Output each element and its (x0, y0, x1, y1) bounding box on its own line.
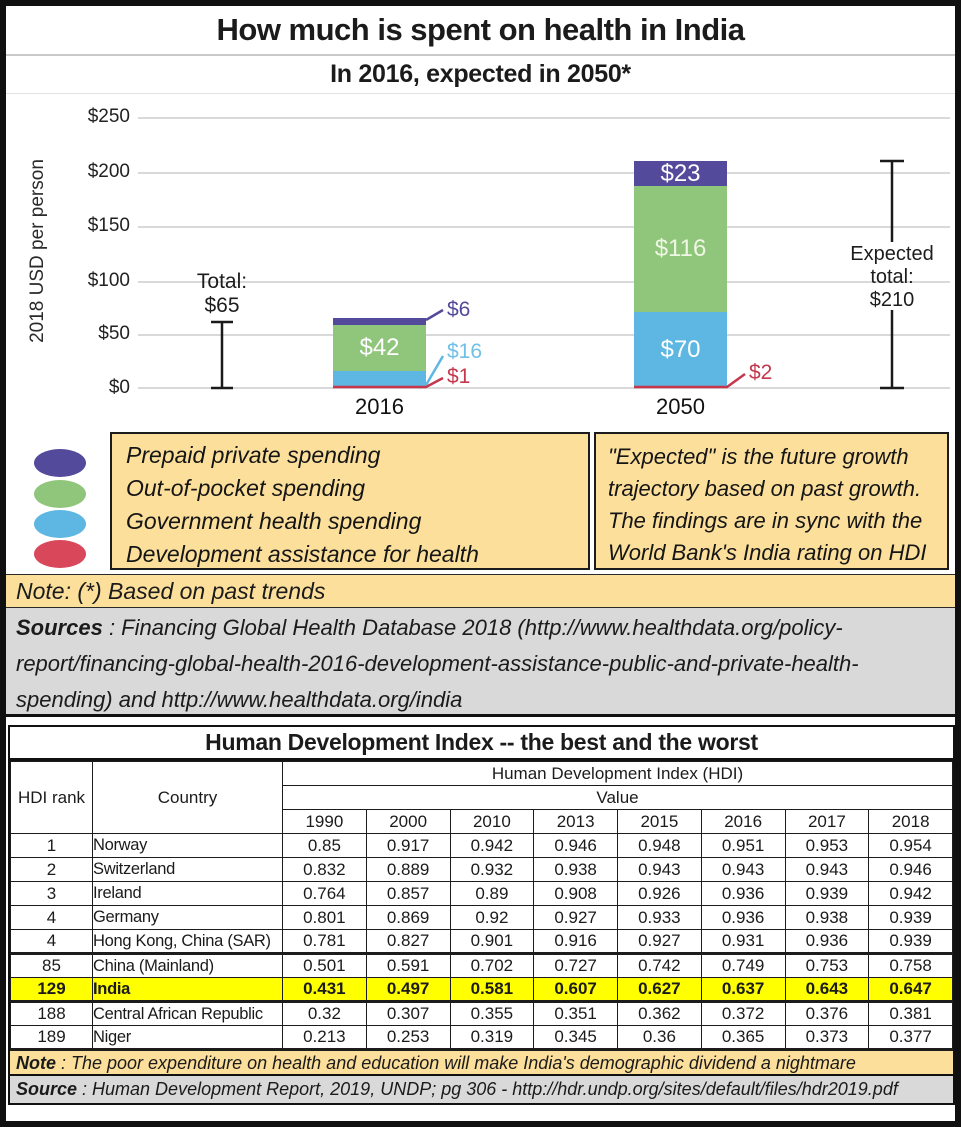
legend-swatch-gov (34, 510, 86, 538)
hdi-value-cell: 0.607 (534, 978, 618, 1002)
hdi-value-cell: 0.647 (869, 978, 953, 1002)
hdi-value-cell: 0.889 (366, 858, 450, 882)
hdi-value-cell: 0.365 (701, 1026, 785, 1050)
hdi-value-cell: 0.933 (618, 906, 702, 930)
hdi-value-cell: 0.908 (534, 882, 618, 906)
hdi-value-cell: 0.943 (785, 858, 869, 882)
header-year-2018: 2018 (869, 810, 953, 834)
legend-item-dev: Development assistance for health (126, 541, 479, 567)
expected-line-1: Expected (850, 243, 934, 265)
hdi-value-cell: 0.764 (283, 882, 367, 906)
country-cell: Norway (93, 834, 283, 858)
hdi-value-cell: 0.938 (534, 858, 618, 882)
hdi-value-cell: 0.319 (450, 1026, 534, 1050)
country-cell: Ireland (93, 882, 283, 906)
header-year-1990: 1990 (283, 810, 367, 834)
explanation-line-3: The findings are in sync with the (608, 508, 923, 533)
callout-prepaid-2016: $6 (447, 298, 471, 321)
hdi-value-cell: 0.307 (366, 1002, 450, 1026)
total-annotation (172, 270, 272, 318)
hdi-value-cell: 0.943 (701, 858, 785, 882)
header-year-2016: 2016 (701, 810, 785, 834)
hdi-value-cell: 0.351 (534, 1002, 618, 1026)
hdi-value-cell: 0.92 (450, 906, 534, 930)
hdi-value-cell: 0.253 (366, 1026, 450, 1050)
hdi-table-row (11, 930, 953, 954)
y-tick-150: $150 (87, 215, 130, 236)
hdi-note-text: : The poor expenditure on health and education will make India's demographic dividend a nightmare (56, 1053, 856, 1073)
hdi-value-cell: 0.869 (366, 906, 450, 930)
chart-subtitle: In 2016, expected in 2050* (6, 56, 955, 94)
hdi-value-cell: 0.946 (869, 858, 953, 882)
hdi-rank-cell: 129 (11, 978, 93, 1002)
hdi-table-row (11, 1026, 953, 1050)
hdi-source-label: Source (16, 1079, 78, 1099)
sources-line-1-text: : Financing Global Health Database 2018 (http://www.healthdata.org/policy- (102, 615, 843, 640)
bar-2050-gov-value: $70 (660, 336, 701, 363)
header-year-2017: 2017 (785, 810, 869, 834)
hdi-table-row (11, 978, 953, 1002)
hdi-value-cell: 0.643 (785, 978, 869, 1002)
note-strip: Note: (*) Based on past trends (6, 574, 955, 607)
total-error-bar (211, 322, 233, 388)
hdi-value-cell: 0.372 (701, 1002, 785, 1026)
hdi-value-cell: 0.927 (534, 906, 618, 930)
callout-dev-2016: $1 (447, 365, 471, 388)
header-country: Country (93, 762, 283, 834)
explanation-line-2: trajectory based on past growth. (608, 476, 922, 501)
country-cell: India (93, 978, 283, 1002)
hdi-value-cell: 0.939 (785, 882, 869, 906)
hdi-value-cell: 0.936 (701, 882, 785, 906)
expected-line-3: $210 (869, 289, 915, 311)
bar-2050-prepaid-value: $23 (660, 159, 701, 187)
hdi-value-cell: 0.801 (283, 906, 367, 930)
legend-item-gov: Government health spending (126, 508, 422, 534)
hdi-rank-cell: 2 (11, 858, 93, 882)
hdi-value-cell: 0.946 (534, 834, 618, 858)
hdi-rank-cell: 189 (11, 1026, 93, 1050)
hdi-value-cell: 0.953 (785, 834, 869, 858)
hdi-table-note (10, 1051, 953, 1076)
hdi-value-cell: 0.857 (366, 882, 450, 906)
hdi-value-cell: 0.702 (450, 954, 534, 978)
hdi-value-cell: 0.781 (283, 930, 367, 954)
explanation-line-4: World Bank's India rating on HDI (608, 540, 927, 565)
sources-line-3: spending) and http://www.healthdata.org/india (16, 687, 463, 712)
hdi-value-cell: 0.627 (618, 978, 702, 1002)
sources-line-1 (16, 610, 945, 646)
legend-swatch-prepaid (34, 449, 86, 477)
hdi-table-source (10, 1076, 953, 1103)
hdi-value-cell: 0.932 (450, 858, 534, 882)
hdi-rank-cell: 3 (11, 882, 93, 906)
hdi-value-cell: 0.936 (785, 930, 869, 954)
hdi-value-cell: 0.901 (450, 930, 534, 954)
hdi-value-cell: 0.89 (450, 882, 534, 906)
hdi-value-cell: 0.431 (283, 978, 367, 1002)
legend-item-oop: Out-of-pocket spending (126, 475, 366, 501)
header-year-2010: 2010 (450, 810, 534, 834)
prepaid-2016-leader-line (426, 310, 443, 320)
y-tick-250: $250 (87, 106, 130, 127)
hdi-value-cell: 0.942 (869, 882, 953, 906)
legend-box (110, 432, 590, 570)
stacked-bar-chart (6, 94, 955, 430)
hdi-value-cell: 0.376 (785, 1002, 869, 1026)
hdi-value-cell: 0.954 (869, 834, 953, 858)
hdi-source-text: : Human Development Report, 2019, UNDP; pg 306 - http://hdr.undp.org/sites/default/files/hdr2019.pdf (77, 1079, 898, 1099)
callout-dev-2050: $2 (749, 361, 773, 384)
header-year-2013: 2013 (534, 810, 618, 834)
bar-2016-oop-value: $42 (359, 334, 400, 361)
hdi-value-cell: 0.637 (701, 978, 785, 1002)
hdi-table (10, 761, 953, 1051)
country-cell: Hong Kong, China (SAR) (93, 930, 283, 954)
hdi-value-cell: 0.926 (618, 882, 702, 906)
legend-row (6, 430, 955, 574)
country-cell: Switzerland (93, 858, 283, 882)
hdi-value-cell: 0.497 (366, 978, 450, 1002)
hdi-value-cell: 0.939 (869, 930, 953, 954)
hdi-table-row (11, 1002, 953, 1026)
hdi-table-title: Human Development Index -- the best and the worst (10, 727, 953, 761)
hdi-value-cell: 0.939 (869, 906, 953, 930)
header-hdi-rank: HDI rank (11, 762, 93, 834)
sources-line-2: report/financing-global-health-2016-development-assistance-public-and-private-health- (16, 651, 859, 676)
hdi-value-cell: 0.753 (785, 954, 869, 978)
hdi-value-cell: 0.749 (701, 954, 785, 978)
hdi-table-row (11, 906, 953, 930)
header-row-group (11, 762, 953, 786)
hdi-value-cell: 0.501 (283, 954, 367, 978)
hdi-value-cell: 0.927 (618, 930, 702, 954)
hdi-value-cell: 0.936 (701, 906, 785, 930)
hdi-value-cell: 0.951 (701, 834, 785, 858)
hdi-value-cell: 0.355 (450, 1002, 534, 1026)
hdi-value-cell: 0.742 (618, 954, 702, 978)
hdi-table-row (11, 834, 953, 858)
country-cell: Central African Republic (93, 1002, 283, 1026)
x-label-2050: 2050 (656, 394, 705, 419)
hdi-rank-cell: 4 (11, 930, 93, 954)
hdi-value-cell: 0.827 (366, 930, 450, 954)
total-label: Total: (196, 270, 248, 293)
hdi-value-cell: 0.727 (534, 954, 618, 978)
country-cell: China (Mainland) (93, 954, 283, 978)
hdi-value-cell: 0.942 (450, 834, 534, 858)
dev-2050-baseline (634, 374, 745, 387)
hdi-value-cell: 0.938 (785, 906, 869, 930)
hdi-rank-cell: 85 (11, 954, 93, 978)
expected-line-2: total: (870, 266, 914, 288)
hdi-value-cell: 0.917 (366, 834, 450, 858)
x-label-2016: 2016 (355, 394, 404, 419)
hdi-value-cell: 0.943 (618, 858, 702, 882)
header-value: Value (283, 786, 953, 810)
callout-gov-2016: $16 (447, 340, 483, 363)
y-tick-50: $50 (98, 323, 130, 344)
hdi-value-cell: 0.931 (701, 930, 785, 954)
expected-total-annotation (840, 243, 944, 312)
hdi-value-cell: 0.381 (869, 1002, 953, 1026)
hdi-value-cell: 0.581 (450, 978, 534, 1002)
chart-lines-overlay (6, 94, 955, 430)
legend-swatch-dev (34, 540, 86, 568)
hdi-value-cell: 0.345 (534, 1026, 618, 1050)
hdi-note-label: Note (16, 1053, 56, 1073)
y-tick-100: $100 (87, 270, 130, 291)
country-cell: Niger (93, 1026, 283, 1050)
country-cell: Germany (93, 906, 283, 930)
header-hdi-group: Human Development Index (HDI) (283, 762, 953, 786)
y-tick-200: $200 (87, 161, 130, 182)
explanation-box (594, 432, 949, 570)
hdi-rank-cell: 4 (11, 906, 93, 930)
explanation-line-1: "Expected" is the future growth (608, 444, 909, 469)
hdi-value-cell: 0.32 (283, 1002, 367, 1026)
hdi-value-cell: 0.758 (869, 954, 953, 978)
legend-swatch-oop (34, 480, 86, 508)
hdi-value-cell: 0.85 (283, 834, 367, 858)
y-tick-0: $0 (108, 377, 130, 398)
hdi-rank-cell: 1 (11, 834, 93, 858)
hdi-table-row (11, 954, 953, 978)
y-axis-label: 2018 USD per person (27, 159, 48, 343)
hdi-value-cell: 0.832 (283, 858, 367, 882)
header-year-2000: 2000 (366, 810, 450, 834)
hdi-rank-cell: 188 (11, 1002, 93, 1026)
hdi-table-card (8, 725, 955, 1105)
hdi-table-row (11, 858, 953, 882)
header-year-2015: 2015 (618, 810, 702, 834)
hdi-value-cell: 0.362 (618, 1002, 702, 1026)
chart-title: How much is spent on health in India (6, 6, 955, 56)
hdi-value-cell: 0.916 (534, 930, 618, 954)
total-value: $65 (204, 294, 240, 317)
hdi-value-cell: 0.373 (785, 1026, 869, 1050)
sources-block (6, 607, 955, 717)
hdi-value-cell: 0.948 (618, 834, 702, 858)
bar-2050-oop-value: $116 (654, 235, 707, 262)
hdi-value-cell: 0.377 (869, 1026, 953, 1050)
hdi-value-cell: 0.591 (366, 954, 450, 978)
sources-label: Sources (16, 615, 103, 640)
hdi-value-cell: 0.213 (283, 1026, 367, 1050)
hdi-value-cell: 0.36 (618, 1026, 702, 1050)
hdi-table-row (11, 882, 953, 906)
legend-item-prepaid: Prepaid private spending (126, 442, 381, 468)
